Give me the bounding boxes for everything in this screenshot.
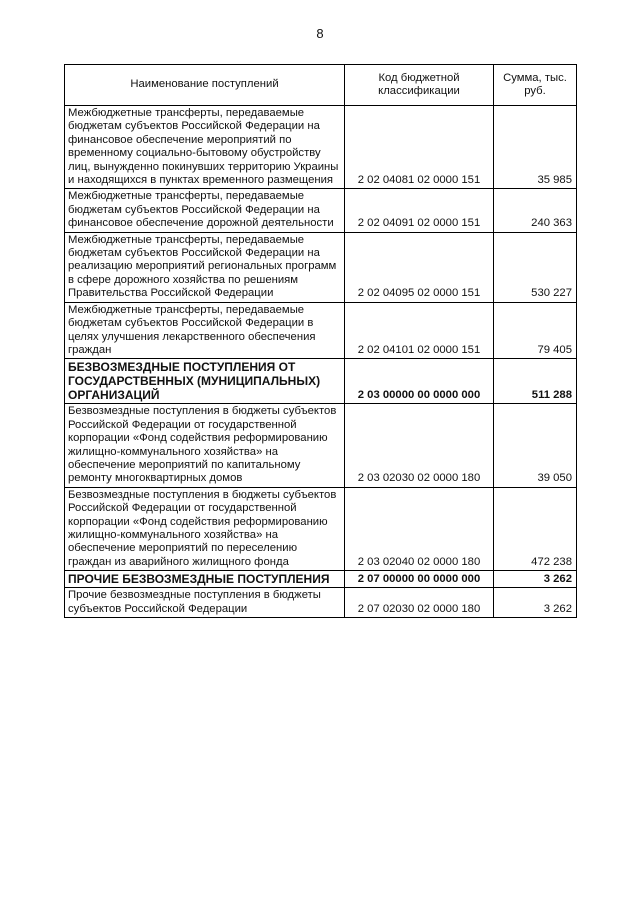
table-header-row: [65, 65, 577, 106]
section-code: 2 07 00000 00 0000 000: [345, 571, 494, 588]
row-code: 2 07 02030 02 0000 180: [345, 588, 494, 618]
row-name: Межбюджетные трансферты, передаваемые бюджетам субъектов Российской Федерации на финансовое обеспечение мероприятий по временному социально-бытовому обустройству лиц, вынужденно покинувших территорию Украины и находящихся в пунктах временного размещения: [65, 106, 345, 189]
row-amount: 39 050: [494, 404, 577, 487]
table-row: [65, 189, 577, 232]
section-amount: 3 262: [494, 571, 577, 588]
header-amount: Сумма, тыс. руб.: [494, 65, 577, 106]
row-amount: 3 262: [494, 588, 577, 618]
table-row: [65, 487, 577, 570]
section-row: [65, 359, 577, 404]
header-name: Наименование поступлений: [65, 65, 345, 106]
row-amount: 35 985: [494, 106, 577, 189]
row-code: 2 02 04081 02 0000 151: [345, 106, 494, 189]
table-row: [65, 404, 577, 487]
section-name: БЕЗВОЗМЕЗДНЫЕ ПОСТУПЛЕНИЯ ОТ ГОСУДАРСТВЕННЫХ (МУНИЦИПАЛЬНЫХ) ОРГАНИЗАЦИЙ: [65, 359, 345, 404]
revenue-table: [64, 64, 577, 618]
row-name: Прочие безвозмездные поступления в бюджеты субъектов Российской Федерации: [65, 588, 345, 618]
table-row: [65, 106, 577, 189]
row-amount: 240 363: [494, 189, 577, 232]
row-name: Межбюджетные трансферты, передаваемые бюджетам субъектов Российской Федерации на финансовое обеспечение дорожной деятельности: [65, 189, 345, 232]
row-name: Безвозмездные поступления в бюджеты субъектов Российской Федерации от государственной корпорации «Фонд содействия реформированию жилищно-коммунального хозяйства» на обеспечение мероприятий по капитальному ремонту многоквартирных домов: [65, 404, 345, 487]
header-code: Код бюджетной классификации: [345, 65, 494, 106]
section-amount: 511 288: [494, 359, 577, 404]
row-code: 2 02 04101 02 0000 151: [345, 302, 494, 359]
section-name: ПРОЧИЕ БЕЗВОЗМЕЗДНЫЕ ПОСТУПЛЕНИЯ: [65, 571, 345, 588]
row-amount: 530 227: [494, 232, 577, 302]
row-name: Межбюджетные трансферты, передаваемые бюджетам субъектов Российской Федерации на реализацию мероприятий региональных программ в сфере дорожного хозяйства по решениям Правительства Российской Федерации: [65, 232, 345, 302]
table-row: [65, 588, 577, 618]
row-amount: 472 238: [494, 487, 577, 570]
row-name: Межбюджетные трансферты, передаваемые бюджетам субъектов Российской Федерации в целях улучшения лекарственного обеспечения граждан: [65, 302, 345, 359]
row-name: Безвозмездные поступления в бюджеты субъектов Российской Федерации от государственной корпорации «Фонд содействия реформированию жилищно-коммунального хозяйства» на обеспечение мероприятий по переселению граждан из аварийного жилищного фонда: [65, 487, 345, 570]
row-code: 2 03 02040 02 0000 180: [345, 487, 494, 570]
page-number: 8: [316, 26, 324, 41]
row-code: 2 02 04095 02 0000 151: [345, 232, 494, 302]
table-row: [65, 232, 577, 302]
row-code: 2 02 04091 02 0000 151: [345, 189, 494, 232]
row-code: 2 03 02030 02 0000 180: [345, 404, 494, 487]
row-amount: 79 405: [494, 302, 577, 359]
section-row: [65, 571, 577, 588]
section-code: 2 03 00000 00 0000 000: [345, 359, 494, 404]
table-row: [65, 302, 577, 359]
